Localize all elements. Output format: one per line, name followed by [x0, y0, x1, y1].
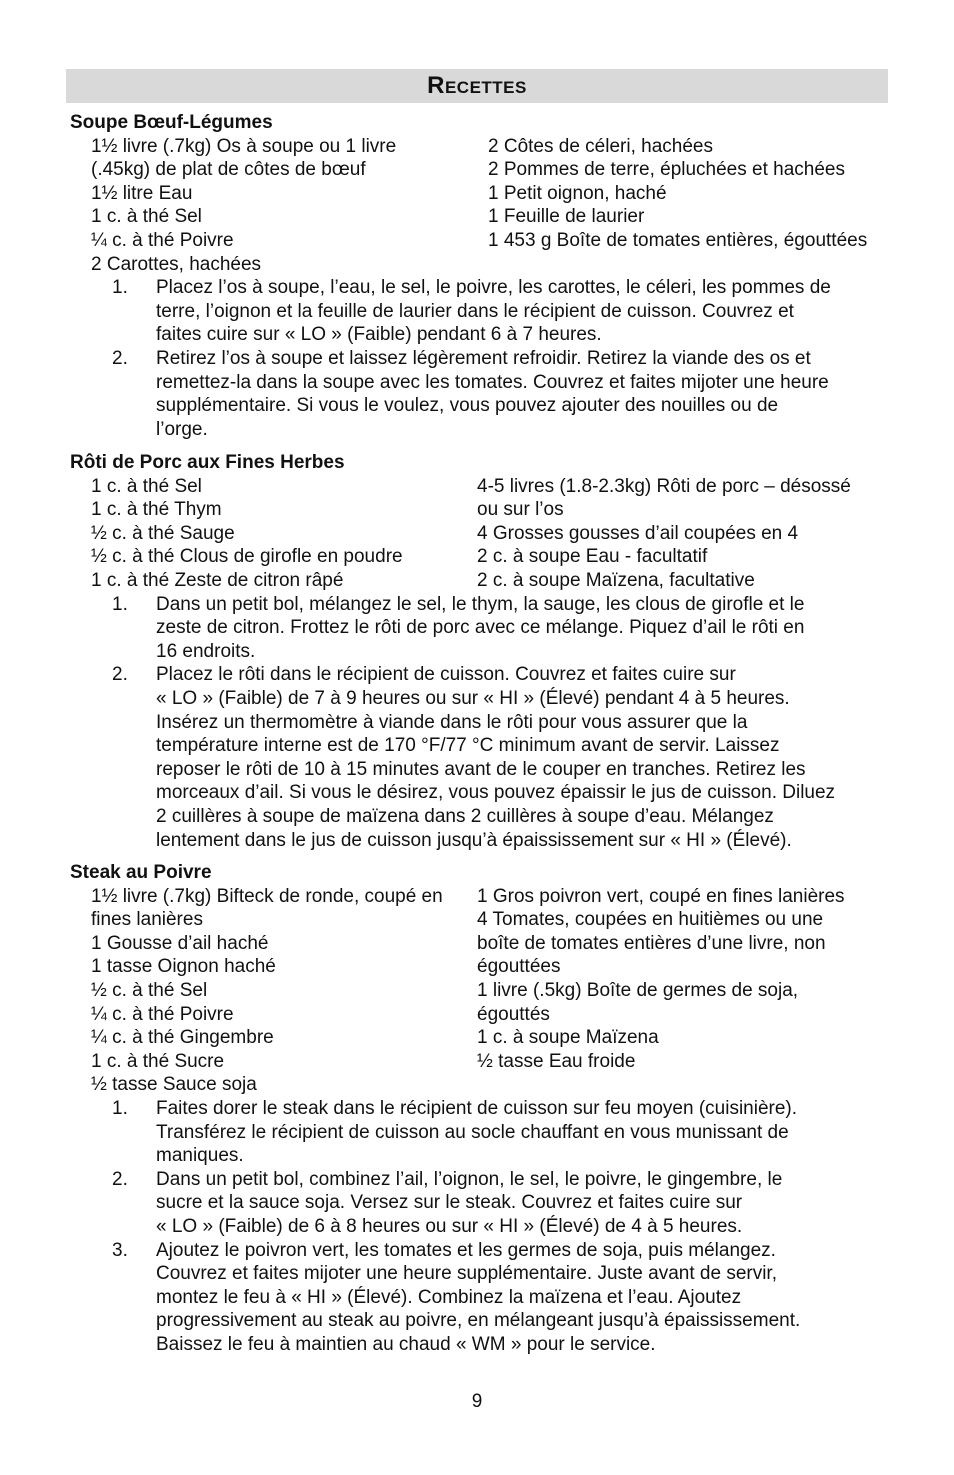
ingredient-item: ½ c. à thé Sauge [91, 522, 235, 544]
instruction-list [70, 276, 900, 441]
ingredient-item: 1 livre (.5kg) Boîte de germes de soja, [477, 979, 799, 1001]
step-text-line: Couvrez et faites mijoter une heure supplémentaire. Juste avant de servir, [156, 1263, 777, 1285]
section-header [66, 69, 888, 103]
step-text-line: Insérez un thermomètre à viande dans le rôti pour vous assurer que la [156, 711, 748, 733]
ingredient-item: 1 c. à thé Sel [91, 475, 202, 497]
section-title: Recettes [427, 72, 527, 99]
ingredient-item: ¼ c. à thé Poivre [91, 229, 234, 251]
ingredient-column-left [91, 475, 403, 593]
step-text-line: remettez-la dans la soupe avec les tomates. Couvrez et faites mijoter une heure [156, 371, 829, 393]
ingredient-item: 2 c. à soupe Eau - facultatif [477, 546, 708, 568]
ingredient-item: boîte de tomates entières d’une livre, non [477, 932, 826, 954]
ingredient-item: ¼ c. à thé Poivre [91, 1003, 234, 1025]
ingredient-item: 2 Carottes, hachées [91, 253, 262, 275]
step-text-line: Retirez l’os à soupe et laissez légèrement refroidir. Retirez la viande des os et [156, 347, 811, 369]
step-text-line: sucre et la sauce soja. Versez sur le steak. Couvrez et faites cuire sur [156, 1192, 743, 1214]
step-text-line: Ajoutez le poivron vert, les tomates et les germes de soja, puis mélangez. [156, 1239, 776, 1261]
step-number: 1. [112, 593, 128, 615]
step-text-line: Faites dorer le steak dans le récipient de cuisson sur feu moyen (cuisinière). [156, 1097, 798, 1119]
ingredient-item: 1½ livre (.7kg) Bifteck de ronde, coupé en [91, 885, 443, 907]
step-text-line: l’orge. [156, 418, 208, 440]
ingredient-item: 2 Côtes de céleri, hachées [488, 135, 713, 157]
instruction-step [70, 663, 896, 852]
step-number: 2. [112, 347, 128, 369]
step-number: 2. [112, 1168, 128, 1190]
step-text-line: faites cuire sur « LO » (Faible) pendant 6 à 7 heures. [156, 324, 602, 346]
ingredient-column-right [477, 475, 851, 593]
instruction-step [70, 1097, 896, 1168]
ingredient-item: (.45kg) de plat de côtes de bœuf [91, 159, 366, 181]
instruction-step [70, 1239, 896, 1357]
ingredient-item: 1 Gros poivron vert, coupé en fines lanières [477, 885, 845, 907]
step-number: 3. [112, 1239, 128, 1261]
ingredient-item: 1 c. à soupe Maïzena [477, 1027, 659, 1049]
ingredient-item: 4-5 livres (1.8-2.3kg) Rôti de porc – désossé [477, 475, 851, 497]
step-text-line: température interne est de 170 °F/77 °C minimum avant de servir. Laissez [156, 735, 780, 757]
ingredient-item: 2 Pommes de terre, épluchées et hachées [488, 159, 845, 181]
ingredient-item: ¼ c. à thé Gingembre [91, 1027, 274, 1049]
ingredient-item: 1 Petit oignon, haché [488, 182, 667, 204]
step-text-line: Placez l’os à soupe, l’eau, le sel, le poivre, les carottes, le céleri, les pommes de [156, 277, 831, 299]
instruction-step [70, 347, 896, 441]
ingredient-item: ou sur l’os [477, 499, 564, 521]
step-text-line: reposer le rôti de 10 à 15 minutes avant de le couper en tranches. Retirez les [156, 758, 806, 780]
step-text-line: zeste de citron. Frottez le rôti de porc avec ce mélange. Piquez d’ail le rôti en [156, 617, 805, 639]
step-text-line: Transférez le récipient de cuisson au socle chauffant en vous munissant de [156, 1121, 789, 1143]
recipe-title: Steak au Poivre [70, 862, 212, 883]
ingredient-column-left [91, 885, 443, 1097]
ingredient-column-left [91, 135, 396, 277]
step-text-line: supplémentaire. Si vous le voulez, vous pouvez ajouter des nouilles ou de [156, 395, 779, 417]
step-text-line: 2 cuillères à soupe de maïzena dans 2 cuillères à soupe d’eau. Mélangez [156, 805, 774, 827]
recipe-section [70, 111, 900, 441]
ingredient-item: égouttés [477, 1003, 550, 1025]
ingredient-item: 1 tasse Oignon haché [91, 956, 276, 978]
ingredient-item: 1 c. à thé Zeste de citron râpé [91, 569, 344, 591]
instruction-step [70, 276, 896, 347]
step-text-line: Placez le rôti dans le récipient de cuisson. Couvrez et faites cuire sur [156, 664, 736, 686]
step-number: 1. [112, 1097, 128, 1119]
step-text-line: morceaux d’ail. Si vous le désirez, vous pouvez épaissir le jus de cuisson. Diluez [156, 782, 836, 804]
ingredient-item: 1 c. à thé Sucre [91, 1050, 225, 1072]
ingredient-list [70, 885, 900, 1097]
ingredient-column-right [488, 135, 867, 253]
ingredient-item: fines lanières [91, 909, 203, 931]
step-number: 1. [112, 277, 128, 299]
step-text-line: montez le feu à « HI » (Élevé). Combinez la maïzena et l’eau. Ajoutez [156, 1286, 742, 1308]
step-text-line: lentement dans le jus de cuisson jusqu’à épaississement sur « HI » (Élevé). [156, 829, 792, 851]
instruction-list [70, 1097, 900, 1357]
ingredient-item: ½ c. à thé Clous de girofle en poudre [91, 546, 403, 568]
ingredient-item: ½ tasse Sauce soja [91, 1074, 257, 1096]
instruction-step [70, 1168, 896, 1239]
step-text-line: progressivement au steak au poivre, en mélangeant jusqu’à épaississement. [156, 1310, 801, 1332]
ingredient-item: 4 Grosses gousses d’ail coupées en 4 [477, 522, 799, 544]
ingredient-item: ½ tasse Eau froide [477, 1050, 636, 1072]
step-text-line: terre, l’oignon et la feuille de laurier dans le récipient de cuisson. Couvrez et [156, 300, 794, 322]
step-text-line: Dans un petit bol, combinez l’ail, l’oignon, le sel, le poivre, le gingembre, le [156, 1168, 783, 1190]
ingredient-item: ½ c. à thé Sel [91, 979, 208, 1001]
ingredient-item: 1½ litre Eau [91, 182, 193, 204]
ingredient-column-right [477, 885, 845, 1074]
step-text-line: maniques. [156, 1145, 244, 1167]
ingredient-list [70, 135, 900, 277]
step-text-line: Baissez le feu à maintien au chaud « WM » pour le service. [156, 1333, 656, 1355]
step-text-line: 16 endroits. [156, 640, 256, 662]
step-number: 2. [112, 664, 128, 686]
ingredient-item: 4 Tomates, coupées en huitièmes ou une [477, 909, 824, 931]
page-number: 9 [471, 1391, 483, 1412]
recipe-section [70, 861, 900, 1357]
recipe-title: Rôti de Porc aux Fines Herbes [70, 452, 345, 473]
ingredient-item: 1 c. à thé Sel [91, 206, 202, 228]
step-text-line: « LO » (Faible) de 7 à 9 heures ou sur « HI » (Élevé) pendant 4 à 5 heures. [156, 687, 790, 709]
instruction-step [70, 593, 896, 664]
step-text-line: « LO » (Faible) de 6 à 8 heures ou sur « HI » (Élevé) de 4 à 5 heures. [156, 1215, 743, 1237]
ingredient-item: 2 c. à soupe Maïzena, facultative [477, 569, 755, 591]
recipe-title: Soupe Bœuf-Légumes [70, 112, 273, 133]
ingredient-item: 1 453 g Boîte de tomates entières, égouttées [488, 229, 868, 251]
ingredient-item: égouttées [477, 956, 561, 978]
recipe-section [70, 451, 900, 852]
ingredient-item: 1 Feuille de laurier [488, 206, 645, 228]
ingredient-list [70, 475, 900, 593]
ingredient-item: 1 Gousse d’ail haché [91, 932, 269, 954]
step-text-line: Dans un petit bol, mélangez le sel, le thym, la sauge, les clous de girofle et le [156, 593, 805, 615]
instruction-list [70, 593, 900, 853]
ingredient-item: 1 c. à thé Thym [91, 499, 222, 521]
ingredient-item: 1½ livre (.7kg) Os à soupe ou 1 livre [91, 135, 397, 157]
